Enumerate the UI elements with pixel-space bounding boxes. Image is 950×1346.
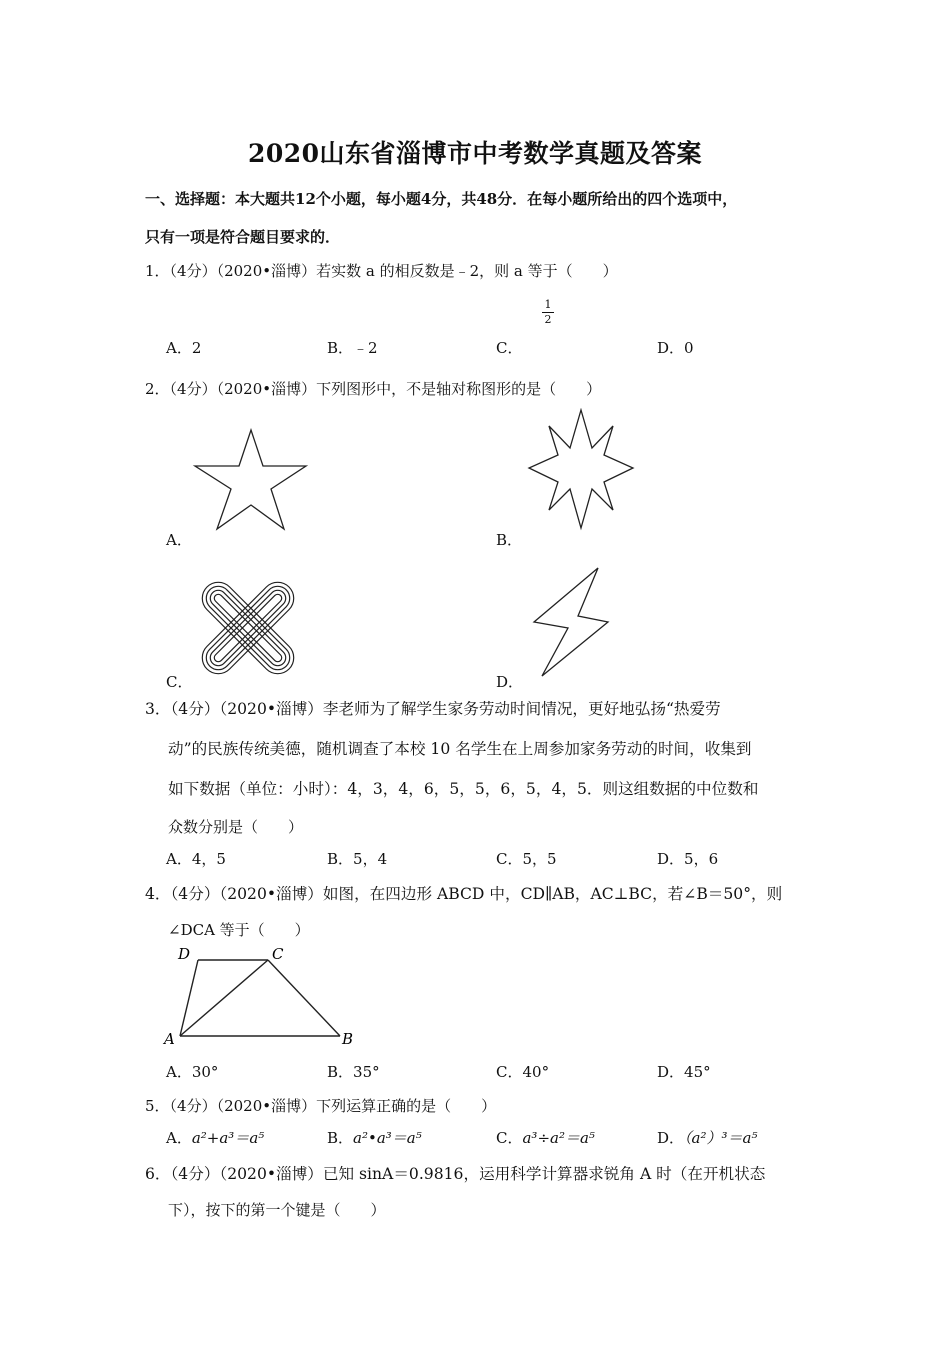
q2-option-d: D． bbox=[496, 673, 524, 691]
fraction-numerator: 1 bbox=[544, 298, 552, 311]
question-3-line2: 动”的民族传统美德，随机调查了本校 10 名学生在上周参加家务劳动的时间，收集到 bbox=[168, 740, 752, 758]
fraction-denominator: 2 bbox=[542, 312, 554, 327]
q4-option-c: C．40° bbox=[496, 1063, 550, 1081]
option-expression: （a²）³＝a⁵ bbox=[684, 1129, 758, 1147]
q1-option-c-fraction bbox=[542, 298, 554, 327]
option-letter: B． bbox=[327, 1129, 354, 1147]
page-title: 2020山东省淄博市中考数学真题及答案 bbox=[247, 139, 703, 168]
option-expression: a³÷a²＝a⁵ bbox=[522, 1129, 595, 1147]
q5-option-d bbox=[657, 1127, 757, 1148]
vertex-label-b: B bbox=[342, 1030, 354, 1048]
q1-option-b: B．﹣2 bbox=[327, 339, 378, 357]
option-letter: A． bbox=[166, 1129, 192, 1147]
option-expression: a²+a³＝a⁵ bbox=[191, 1129, 265, 1147]
option-letter: C． bbox=[496, 1129, 523, 1147]
vertex-label-d: D bbox=[178, 945, 191, 963]
q2-option-b: B． bbox=[496, 531, 523, 549]
question-5-stem: 5．（4分）（2020•淄博）下列运算正确的是（ ） bbox=[145, 1097, 497, 1115]
question-2-stem: 2．（4分）（2020•淄博）下列图形中，不是轴对称图形的是（ ） bbox=[145, 380, 602, 398]
question-3-line4: 众数分别是（ ） bbox=[168, 818, 304, 836]
q1-option-c: C． bbox=[496, 339, 523, 357]
question-4-line2: ∠DCA 等于（ ） bbox=[168, 921, 310, 939]
lightning-bolt-figure bbox=[530, 566, 612, 680]
question-3-line1: 3．（4分）（2020•淄博）李老师为了解学生家务劳动时间情况，更好地弘扬“热爱劳 bbox=[145, 700, 721, 718]
section-heading-line1: 一、选择题：本大题共12个小题，每小题4分，共48分．在每小题所给出的四个选项中， bbox=[145, 190, 738, 208]
q4-option-a: A．30° bbox=[166, 1063, 219, 1081]
q2-option-a: A． bbox=[166, 531, 192, 549]
vertex-label-c: C bbox=[272, 945, 284, 963]
question-6-line1: 6．（4分）（2020•淄博）已知 sinA＝0.9816，运用科学计算器求锐角 A 时（在开机状态 bbox=[145, 1165, 766, 1183]
section-heading-line2: 只有一项是符合题目要求的． bbox=[145, 228, 341, 246]
q1-option-a: A．2 bbox=[166, 339, 202, 357]
q3-option-c: C．5，5 bbox=[496, 850, 557, 868]
option-expression: a²•a³＝a⁵ bbox=[353, 1129, 422, 1147]
q3-option-b: B．5，4 bbox=[327, 850, 388, 868]
q1-option-d: D．0 bbox=[657, 339, 694, 357]
question-1-stem: 1．（4分）（2020•淄博）若实数 a 的相反数是﹣2，则 a 等于（ ） bbox=[145, 262, 618, 280]
five-point-star-figure bbox=[190, 428, 310, 532]
q5-option-a bbox=[166, 1127, 264, 1148]
q3-option-a: A．4，5 bbox=[166, 850, 226, 868]
question-6-line2: 下），按下的第一个键是（ ） bbox=[168, 1201, 386, 1219]
question-3-line3: 如下数据（单位：小时）：4，3，4，6，5，5，6，5，4，5．则这组数据的中位数和 bbox=[168, 780, 759, 798]
q2-option-c: C． bbox=[166, 673, 193, 691]
eight-point-star-figure bbox=[525, 408, 637, 532]
question-4-line1: 4．（4分）（2020•淄博）如图，在四边形 ABCD 中，CD∥AB，AC⊥BC，若∠B＝50°，则 bbox=[145, 885, 783, 903]
q4-option-b: B．35° bbox=[327, 1063, 380, 1081]
q5-option-c bbox=[496, 1127, 595, 1148]
option-letter: D． bbox=[657, 1129, 685, 1147]
q4-option-d: D．45° bbox=[657, 1063, 711, 1081]
q3-option-d: D．5，6 bbox=[657, 850, 719, 868]
knot-pattern-figure bbox=[190, 572, 306, 684]
quadrilateral-abcd-figure bbox=[160, 942, 360, 1052]
q5-option-b bbox=[327, 1127, 422, 1148]
vertex-label-a: A bbox=[164, 1030, 175, 1048]
